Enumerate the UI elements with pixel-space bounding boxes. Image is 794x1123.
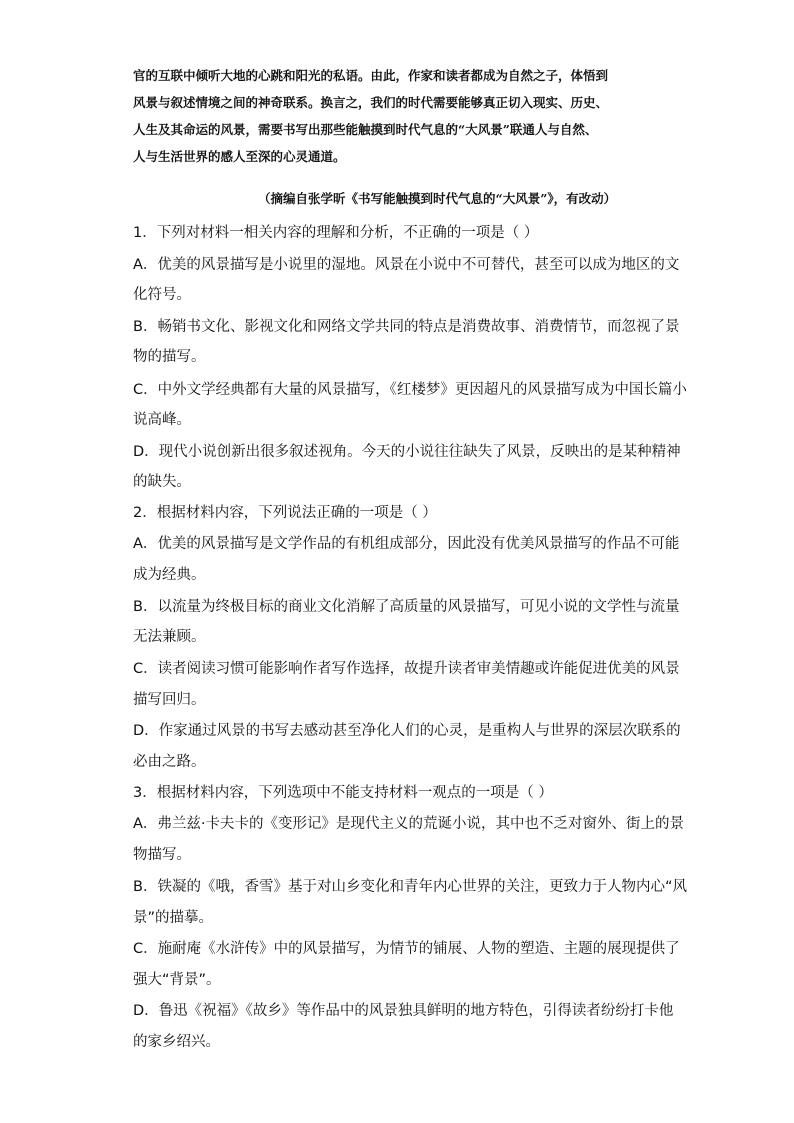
passage-text: [133, 62, 663, 170]
passage-source: （摘编自张学昕《书写能触摸到时代气息的“大风景”》，有改动）: [258, 191, 617, 206]
option-a-line1: A．优美的风景描写是小说里的湿地。风景在小说中不可替代，甚至可以成为地区的文: [133, 257, 680, 273]
option-d-line1: D．作家通过风景的书写去感动甚至净化人们的心灵，是重构人与世界的深层次联系的: [133, 723, 681, 739]
question-stem: 2．根据材料内容，下列说法正确的一项是（ ）: [133, 505, 437, 521]
option-d-line2: 的家乡绍兴。: [133, 1034, 220, 1050]
passage-line: 官的互联中倾听大地的心跳和阳光的私语。由此，作家和读者都成为自然之子，体悟到: [133, 68, 609, 83]
passage-line: 人与生活世界的感人至深的心灵通道。: [133, 149, 346, 164]
option-a-line1: A．弗兰兹·卡夫卡的《变形记》是现代主义的荒诞小说，其中也不乏对窗外、街上的景: [133, 816, 685, 832]
option-b-line1: B．铁凝的《哦，香雪》基于对山乡变化和青年内心世界的关注，更致力于人物内心“风: [133, 879, 687, 895]
option-c-line2: 说高峰。: [133, 412, 191, 428]
passage-line: 风景与叙述情境之间的神奇联系。换言之，我们的时代需要能够真正切入现实、历史、: [133, 95, 609, 110]
option-a-line2: 物描写。: [133, 847, 191, 863]
option-d-line2: 必由之路。: [133, 754, 206, 770]
option-d-line2: 的缺失。: [133, 474, 191, 490]
option-b-line2: 景”的描摹。: [133, 910, 214, 926]
passage-line: 人生及其命运的风景，需要书写出那些能触摸到时代气息的“大风景”联通人与自然、: [133, 122, 598, 137]
option-c-line1: C．读者阅读习惯可能影响作者写作选择，故提升读者审美情趣或许能促进优美的风景: [133, 661, 680, 677]
option-c-line1: C．中外文学经典都有大量的风景描写，《红楼梦》更因超凡的风景描写成为中国长篇小: [133, 382, 687, 398]
option-a-line2: 成为经典。: [133, 567, 206, 583]
option-d-line1: D．现代小说创新出很多叙述视角。今天的小说往往缺失了风景，反映出的是某种精神: [133, 444, 681, 460]
option-d-line1: D．鲁迅《祝福》《故乡》等作品中的风景独具鲜明的地方特色，引得读者纷纷打卡他: [133, 1003, 674, 1019]
option-c-line2: 描写回归。: [133, 692, 206, 708]
question-stem: 1．下列对材料一相关内容的理解和分析，不正确的一项是（ ）: [133, 225, 539, 241]
option-b-line1: B．畅销书文化、影视文化和网络文学共同的特点是消费故事、消费情节，而忽视了景: [133, 319, 680, 335]
option-c-line1: C．施耐庵《水浒传》中的风景描写，为情节的铺展、人物的塑造、主题的展现提供了: [133, 941, 680, 957]
option-b-line2: 物的描写。: [133, 349, 206, 365]
question-stem: 3．根据材料内容，下列选项中不能支持材料一观点的一项是（ ）: [133, 785, 553, 801]
option-b-line1: B．以流量为终极目标的商业文化消解了高质量的风景描写，可见小说的文学性与流量: [133, 599, 680, 615]
option-a-line1: A．优美的风景描写是文学作品的有机组成部分，因此没有优美风景描写的作品不可能: [133, 536, 680, 552]
option-c-line2: 强大“背景”。: [133, 972, 221, 988]
option-b-line2: 无法兼顾。: [133, 629, 206, 645]
option-a-line2: 化符号。: [133, 287, 191, 303]
